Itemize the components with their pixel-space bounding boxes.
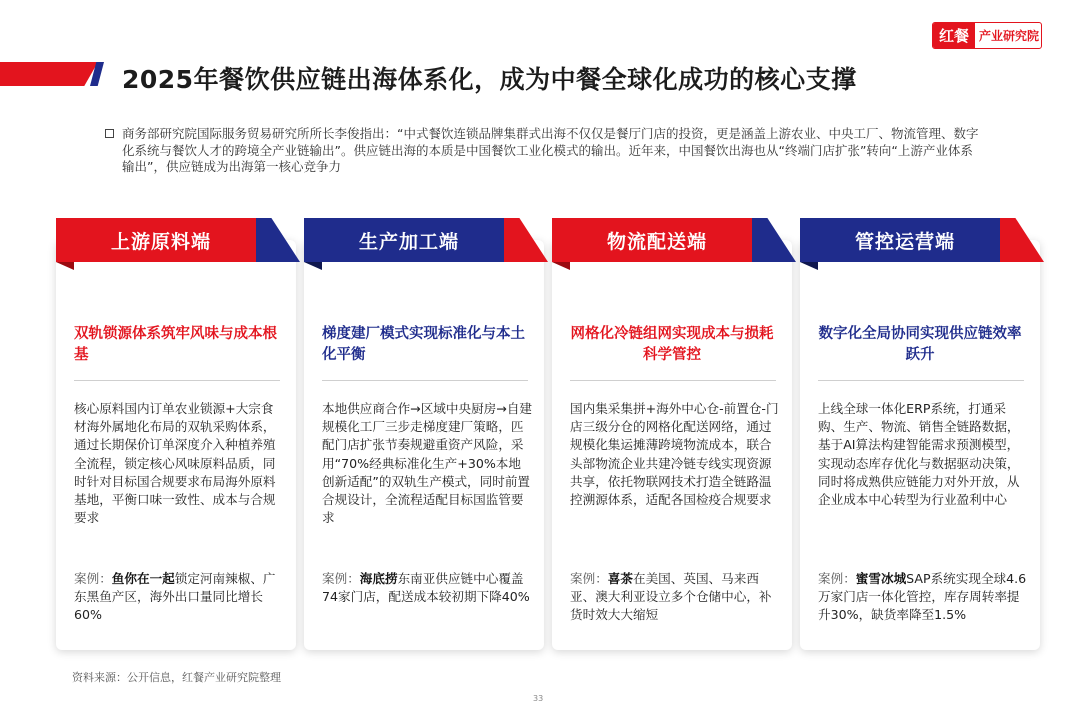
card-production — [304, 218, 544, 650]
case-brand: 海底捞 — [359, 571, 398, 586]
case-prefix: 案例： — [818, 571, 856, 586]
card-case — [818, 570, 1028, 625]
case-brand: 鱼你在一起 — [111, 571, 175, 586]
source-note: 资料来源：公开信息，红餐产业研究院整理 — [72, 671, 281, 684]
card-tab-label: 管控运营端 — [800, 218, 1010, 262]
card-case — [74, 570, 284, 625]
card-tab-label: 物流配送端 — [552, 218, 762, 262]
card-description: 核心原料国内订单农业锁源+大宗食材海外属地化布局的双轨采购体系，通过长期保价订单深度介入种植养殖全流程，锁定核心风味原料品质，同时针对目标国合规要求布局海外原料基地，平衡口味一致性、成本与合规要求 — [74, 401, 276, 526]
logo-mark: 红餐 — [933, 23, 975, 48]
case-brand: 蜜雪冰城 — [855, 571, 907, 586]
card-subtitle: 梯度建厂模式实现标准化与本土化平衡 — [322, 326, 525, 363]
case-prefix: 案例： — [570, 571, 608, 586]
case-brand: 喜茶 — [607, 571, 633, 586]
card-description: 国内集采集拼+海外中心仓-前置仓-门店三级分仓的网格化配送网络，通过规模化集运摊薄跨境物流成本，联合头部物流企业共建冷链专线实现资源共享，依托物联网技术打造全链路温控溯源体系，适配各国检疫合规要求 — [570, 401, 779, 508]
card-divider — [570, 380, 776, 381]
card-case — [570, 570, 780, 625]
tab-tail-accent — [256, 218, 300, 262]
page-title: 2025年餐饮供应链出海体系化，成为中餐全球化成功的核心支撑 — [122, 65, 857, 94]
case-text: SAP系统实现全球4.6万家门店一体化管控，库存周转率提升30%，缺货率降至1.5% — [818, 571, 1027, 623]
intro-paragraph — [122, 126, 982, 176]
card-body — [304, 240, 544, 650]
tab-tail-accent — [1000, 218, 1044, 262]
card-tab-label: 上游原料端 — [56, 218, 266, 262]
card-case — [322, 570, 532, 606]
card-subtitle: 数字化全局协同实现供应链效率跃升 — [818, 326, 1022, 363]
card-body — [800, 240, 1040, 650]
card-body — [56, 240, 296, 650]
brand-logo — [932, 22, 1042, 49]
card-description: 本地供应商合作→区域中央厨房→自建规模化工厂三步走梯度建厂策略，匹配门店扩张节奏规避重资产风险，采用“70%经典标准化生产+30%本地创新适配”的双轨生产模式，同时前置合规设计，全流程适配目标国监管要求 — [322, 401, 533, 526]
card-tab — [304, 218, 544, 262]
case-text: 锁定河南辣椒、广东黑鱼产区，海外出口量同比增长60% — [74, 571, 276, 623]
page-number: 33 — [533, 694, 544, 703]
case-prefix: 案例： — [74, 571, 112, 586]
card-description: 上线全球一体化ERP系统，打通采购、生产、物流、销售全链路数据，基于AI算法构建智能需求预测模型，实现动态库存优化与数据驱动决策，同时将成熟供应链能力对外开放，从企业成本中心转型为行业盈利中心 — [818, 401, 1020, 508]
card-tab — [56, 218, 296, 262]
case-text: 在美国、英国、马来西亚、澳大利亚设立多个仓储中心，补货时效大大缩短 — [570, 571, 772, 623]
card-tab — [800, 218, 1040, 262]
card-upstream — [56, 218, 296, 650]
card-logistics — [552, 218, 792, 650]
card-tab — [552, 218, 792, 262]
card-divider — [74, 380, 280, 381]
card-subtitle: 网格化冷链组网实现成本与损耗科学管控 — [570, 326, 774, 363]
tab-tail-accent — [752, 218, 796, 262]
card-body — [552, 240, 792, 650]
tab-tail-accent — [504, 218, 548, 262]
card-subtitle: 双轨锁源体系筑牢风味与成本根基 — [74, 326, 277, 363]
case-prefix: 案例： — [322, 571, 360, 586]
intro-text: 商务部研究院国际服务贸易研究所所长李俊指出：“中式餐饮连锁品牌集群式出海不仅仅是餐厅门店的投资，更是涵盖上游农业、中央工厂、物流管理、数字化系统与餐饮人才的跨境全产业链输出”。供应链出海的本质是中国餐饮工业化模式的输出。近年来，中国餐饮出海也从“终端门店扩张”转向“上游产业体系输出”，供应链成为出海第一核心竞争力 — [122, 126, 979, 174]
square-bullet-icon — [105, 129, 114, 138]
card-operations — [800, 218, 1040, 650]
card-tab-label: 生产加工端 — [304, 218, 514, 262]
case-text: 东南亚供应链中心覆盖74家门店，配送成本较初期下降40% — [322, 571, 530, 605]
card-divider — [322, 380, 528, 381]
card-divider — [818, 380, 1024, 381]
logo-text: 产业研究院 — [979, 29, 1040, 43]
title-accent-red — [0, 62, 98, 86]
